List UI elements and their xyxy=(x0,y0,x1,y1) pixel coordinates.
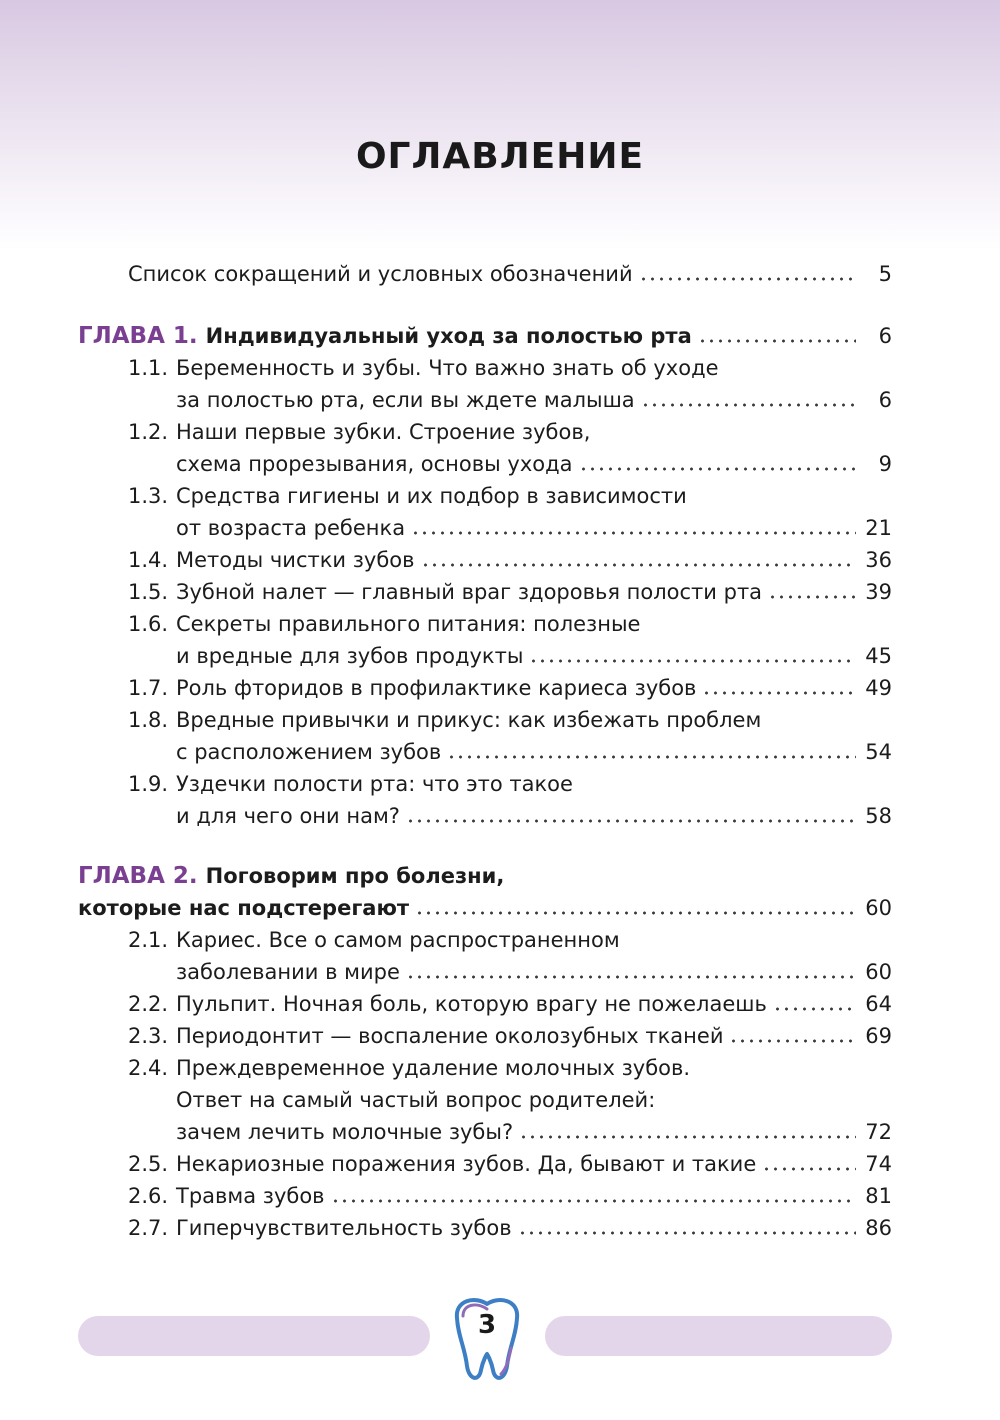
toc-page-number: 58 xyxy=(865,804,892,828)
section-text: Уздечки полости рта: что это такое xyxy=(176,772,573,796)
section-number: 1.6. xyxy=(128,612,169,636)
chapter-label: ГЛАВА 1. xyxy=(78,323,198,349)
toc-section-1-9-line1[interactable] xyxy=(128,768,573,800)
toc-page-number: 6 xyxy=(878,388,892,412)
toc-chapter-2-line1[interactable] xyxy=(78,860,504,892)
toc-section-2-2[interactable] xyxy=(128,988,892,1020)
dot-leader xyxy=(762,1167,856,1171)
toc-page-number: 21 xyxy=(865,516,892,540)
section-number: 1.3. xyxy=(128,484,169,508)
section-text: Гиперчувствительность зубов xyxy=(176,1216,512,1240)
toc-section-2-5[interactable] xyxy=(128,1148,892,1180)
section-number: 1.7. xyxy=(128,676,169,700)
toc-section-1-3-line1[interactable] xyxy=(128,480,687,512)
toc-chapter-1[interactable] xyxy=(78,320,892,352)
dot-leader xyxy=(639,277,856,281)
dot-leader xyxy=(729,1039,856,1043)
footer-band-left xyxy=(78,1316,430,1356)
toc-page-number: 6 xyxy=(878,324,892,348)
dot-leader xyxy=(411,531,856,535)
section-number: 2.5. xyxy=(128,1152,169,1176)
toc-section-1-2-line1[interactable] xyxy=(128,416,590,448)
toc-page-number: 86 xyxy=(865,1216,892,1240)
toc-page-number: 64 xyxy=(865,992,892,1016)
section-text: Средства гигиены и их подбор в зависимости xyxy=(176,484,687,508)
toc-section-1-8-line1[interactable] xyxy=(128,704,761,736)
section-text: заболевании в мире xyxy=(176,960,400,984)
toc-section-1-1-line1[interactable] xyxy=(128,352,719,384)
section-number: 2.1. xyxy=(128,928,169,952)
section-text: и для чего они нам? xyxy=(176,804,400,828)
dot-leader xyxy=(773,1007,856,1011)
toc-page-number: 54 xyxy=(865,740,892,764)
toc-section-1-9-line2[interactable] xyxy=(176,800,892,832)
toc-section-2-6[interactable] xyxy=(128,1180,892,1212)
toc-section-1-5[interactable] xyxy=(128,576,892,608)
chapter-title: которые нас подстерегают xyxy=(78,896,410,920)
toc-page-number: 39 xyxy=(865,580,892,604)
dot-leader xyxy=(331,1199,856,1203)
toc-page-number: 45 xyxy=(865,644,892,668)
toc-page-number: 60 xyxy=(865,896,892,920)
toc-page-number: 72 xyxy=(865,1120,892,1144)
section-text: Некариозные поражения зубов. Да, бывают и такие xyxy=(176,1152,757,1176)
chapter-title: Поговорим про болезни, xyxy=(205,864,505,888)
section-number: 1.8. xyxy=(128,708,169,732)
section-number: 2.7. xyxy=(128,1216,169,1240)
toc-entry-abbreviations[interactable] xyxy=(128,258,892,290)
dot-leader xyxy=(421,563,856,567)
toc-page-number: 9 xyxy=(878,452,892,476)
section-number: 1.9. xyxy=(128,772,169,796)
section-text: Роль фторидов в профилактике кариеса зубов xyxy=(176,676,697,700)
section-text: с расположением зубов xyxy=(176,740,442,764)
dot-leader xyxy=(768,595,856,599)
dot-leader xyxy=(519,1135,856,1139)
section-text: Методы чистки зубов xyxy=(176,548,415,572)
toc-section-2-4-line2[interactable] xyxy=(176,1084,655,1116)
toc-section-2-4-line3[interactable] xyxy=(176,1116,892,1148)
dot-leader xyxy=(406,819,856,823)
toc-section-2-7[interactable] xyxy=(128,1212,892,1244)
section-text: зачем лечить молочные зубы? xyxy=(176,1120,514,1144)
toc-section-2-1-line1[interactable] xyxy=(128,924,620,956)
section-number: 2.6. xyxy=(128,1184,169,1208)
toc-page-number: 74 xyxy=(865,1152,892,1176)
section-text: от возраста ребенка xyxy=(176,516,406,540)
toc-section-2-4-line1[interactable] xyxy=(128,1052,690,1084)
toc-section-1-6-line2[interactable] xyxy=(176,640,892,672)
section-text: Вредные привычки и прикус: как избежать проблем xyxy=(176,708,762,732)
section-text: Периодонтит — воспаление околозубных тканей xyxy=(176,1024,724,1048)
section-number: 2.3. xyxy=(128,1024,169,1048)
page-title: ОГЛАВЛЕНИЕ xyxy=(355,136,645,177)
section-text: Беременность и зубы. Что важно знать об уходе xyxy=(176,356,719,380)
toc-entry-text: Список сокращений и условных обозначений xyxy=(128,262,633,286)
toc-section-1-8-line2[interactable] xyxy=(176,736,892,768)
dot-leader xyxy=(518,1231,856,1235)
section-number: 2.2. xyxy=(128,992,169,1016)
dot-leader xyxy=(529,659,856,663)
dot-leader xyxy=(415,911,856,915)
section-number: 2.4. xyxy=(128,1056,169,1080)
page-number-badge xyxy=(437,1288,537,1388)
section-text: Наши первые зубки. Строение зубов, xyxy=(176,420,591,444)
toc-page-number: 69 xyxy=(865,1024,892,1048)
section-text: Кариес. Все о самом распространенном xyxy=(176,928,620,952)
section-number: 1.4. xyxy=(128,548,169,572)
toc-chapter-2-line2[interactable] xyxy=(78,892,892,924)
toc-section-1-1-line2[interactable] xyxy=(176,384,892,416)
footer-band-right xyxy=(545,1316,892,1356)
toc-page-number: 49 xyxy=(865,676,892,700)
section-number: 1.1. xyxy=(128,356,169,380)
section-number: 1.2. xyxy=(128,420,169,444)
toc-section-1-6-line1[interactable] xyxy=(128,608,640,640)
toc-section-1-2-line2[interactable] xyxy=(176,448,892,480)
toc-section-1-3-line2[interactable] xyxy=(176,512,892,544)
dot-leader xyxy=(406,975,856,979)
section-text: схема прорезывания, основы ухода xyxy=(176,452,573,476)
section-number: 1.5. xyxy=(128,580,169,604)
toc-page-number: 5 xyxy=(878,262,892,286)
toc-page-number: 60 xyxy=(865,960,892,984)
dot-leader xyxy=(641,403,856,407)
toc-page-number: 36 xyxy=(865,548,892,572)
chapter-title: Индивидуальный уход за полостью рта xyxy=(205,324,692,348)
section-text: Ответ на самый частый вопрос родителей: xyxy=(176,1088,656,1112)
toc-section-2-1-line2[interactable] xyxy=(176,956,892,988)
section-text: Секреты правильного питания: полезные xyxy=(176,612,641,636)
section-text: Пульпит. Ночная боль, которую врагу не пожелаешь xyxy=(176,992,767,1016)
dot-leader xyxy=(579,467,857,471)
dot-leader xyxy=(702,691,856,695)
section-text: за полостью рта, если вы ждете малыша xyxy=(176,388,635,412)
toc-page-number: 81 xyxy=(865,1184,892,1208)
section-text: Преждевременное удаление молочных зубов. xyxy=(176,1056,691,1080)
chapter-label: ГЛАВА 2. xyxy=(78,863,198,889)
toc-section-1-7[interactable] xyxy=(128,672,892,704)
toc-section-1-4[interactable] xyxy=(128,544,892,576)
section-text: Зубной налет — главный враг здоровья полости рта xyxy=(176,580,763,604)
dot-leader xyxy=(447,755,856,759)
section-text: и вредные для зубов продукты xyxy=(176,644,524,668)
section-text: Травма зубов xyxy=(176,1184,325,1208)
toc-section-2-3[interactable] xyxy=(128,1020,892,1052)
header-gradient-band xyxy=(0,0,1000,250)
page-number: 3 xyxy=(477,1310,497,1340)
dot-leader xyxy=(698,339,856,343)
